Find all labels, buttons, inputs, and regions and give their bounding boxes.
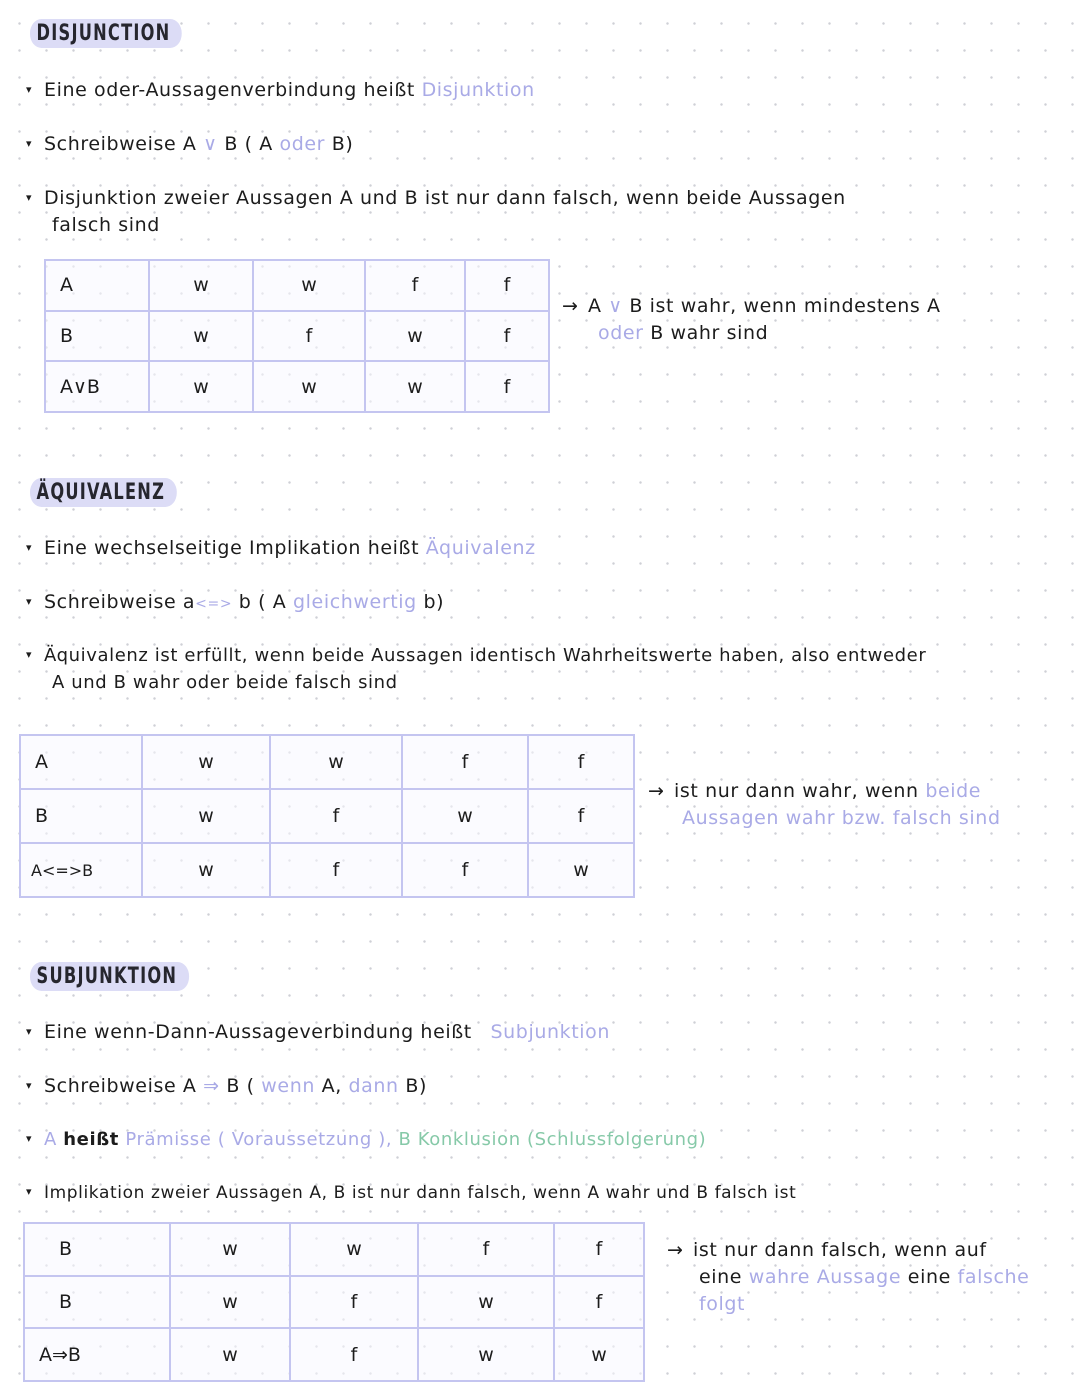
section-heading-disjunction: DISJUNCTION (30, 19, 182, 48)
arrow-right-icon: → (562, 295, 579, 317)
bullet-rule: ▾ Implikation zweier Aussagen A, B ist nur dann falsch, wenn A wahr und B falsch ist (26, 1183, 797, 1203)
truth-table-aequivalenz (19, 734, 635, 898)
bullet-chevron-icon: ▾ (26, 83, 33, 96)
bullet-rule: ▾ Äquivalenz ist erfüllt, wenn beide Aussagen identisch Wahrheitswerte haben, also entweder (26, 645, 927, 666)
bullet-chevron-icon: ▾ (26, 1079, 33, 1092)
bullet-chevron-icon: ▾ (26, 595, 33, 608)
side-note-subjunktion: → ist nur dann falsch, wenn auf eine wahre Aussage eine falsche folgt (667, 1239, 1030, 1315)
bullet-chevron-icon: ▾ (26, 1025, 33, 1038)
table-row: A∨B w w w f (45, 361, 549, 412)
bullet-definition: ▾ Eine wenn-Dann-Aussageverbindung heißt Subjunktion (26, 1021, 611, 1043)
bullet-premise-conclusion: ▾ A heißt Prämisse ( Voraussetzung ), B Konklusion (Schlussfolgerung) (26, 1129, 707, 1150)
table-row: A⇒B w f w w (24, 1328, 644, 1381)
bullet-chevron-icon: ▾ (26, 191, 33, 204)
table-row: B w f w f (20, 789, 634, 843)
bullet-chevron-icon: ▾ (26, 541, 33, 554)
truth-table-disjunction (44, 259, 550, 413)
bullet-rule: ▾ Disjunktion zweier Aussagen A und B ist nur dann falsch, wenn beide Aussagen (26, 187, 846, 209)
section-heading-subjunktion: SUBJUNKTION (30, 962, 189, 991)
bullet-chevron-icon: ▾ (26, 137, 33, 150)
table-row: A<=>B w f f w (20, 843, 634, 897)
arrow-right-icon: → (648, 780, 665, 802)
bullet-notation: ▾ Schreibweise a<=> b ( A gleichwertig b) (26, 591, 445, 613)
bullet-notation: ▾ Schreibweise A ∨ B ( A oder B) (26, 133, 354, 155)
table-row: A w w f f (20, 735, 634, 789)
bullet-rule-continued: falsch sind (52, 214, 160, 236)
truth-table-subjunktion (23, 1222, 645, 1382)
bullet-chevron-icon: ▾ (26, 648, 33, 661)
bullet-notation: ▾ Schreibweise A ⇒ B ( wenn A, dann B) (26, 1075, 428, 1097)
side-note-aequivalenz: → ist nur dann wahr, wenn beide Aussagen wahr bzw. falsch sind (648, 780, 1001, 829)
highlight-term: Disjunktion (421, 79, 535, 101)
bullet-definition: ▾ Eine oder-Aussagenverbindung heißt Disjunktion (26, 79, 535, 101)
section-heading-aequivalenz: ÄQUIVALENZ (30, 478, 177, 507)
bullet-chevron-icon: ▾ (26, 1185, 33, 1198)
table-row: B w w f f (24, 1223, 644, 1276)
table-row: A w w f f (45, 260, 549, 311)
arrow-right-icon: → (667, 1239, 684, 1261)
table-row: B w f w f (45, 311, 549, 362)
bullet-definition: ▾ Eine wechselseitige Implikation heißt Äquivalenz (26, 537, 536, 559)
table-row: B w f w f (24, 1276, 644, 1329)
bullet-chevron-icon: ▾ (26, 1132, 33, 1145)
side-note-disjunction: → A ∨ B ist wahr, wenn mindestens A oder B wahr sind (562, 295, 941, 344)
bullet-rule-continued: A und B wahr oder beide falsch sind (52, 672, 398, 693)
